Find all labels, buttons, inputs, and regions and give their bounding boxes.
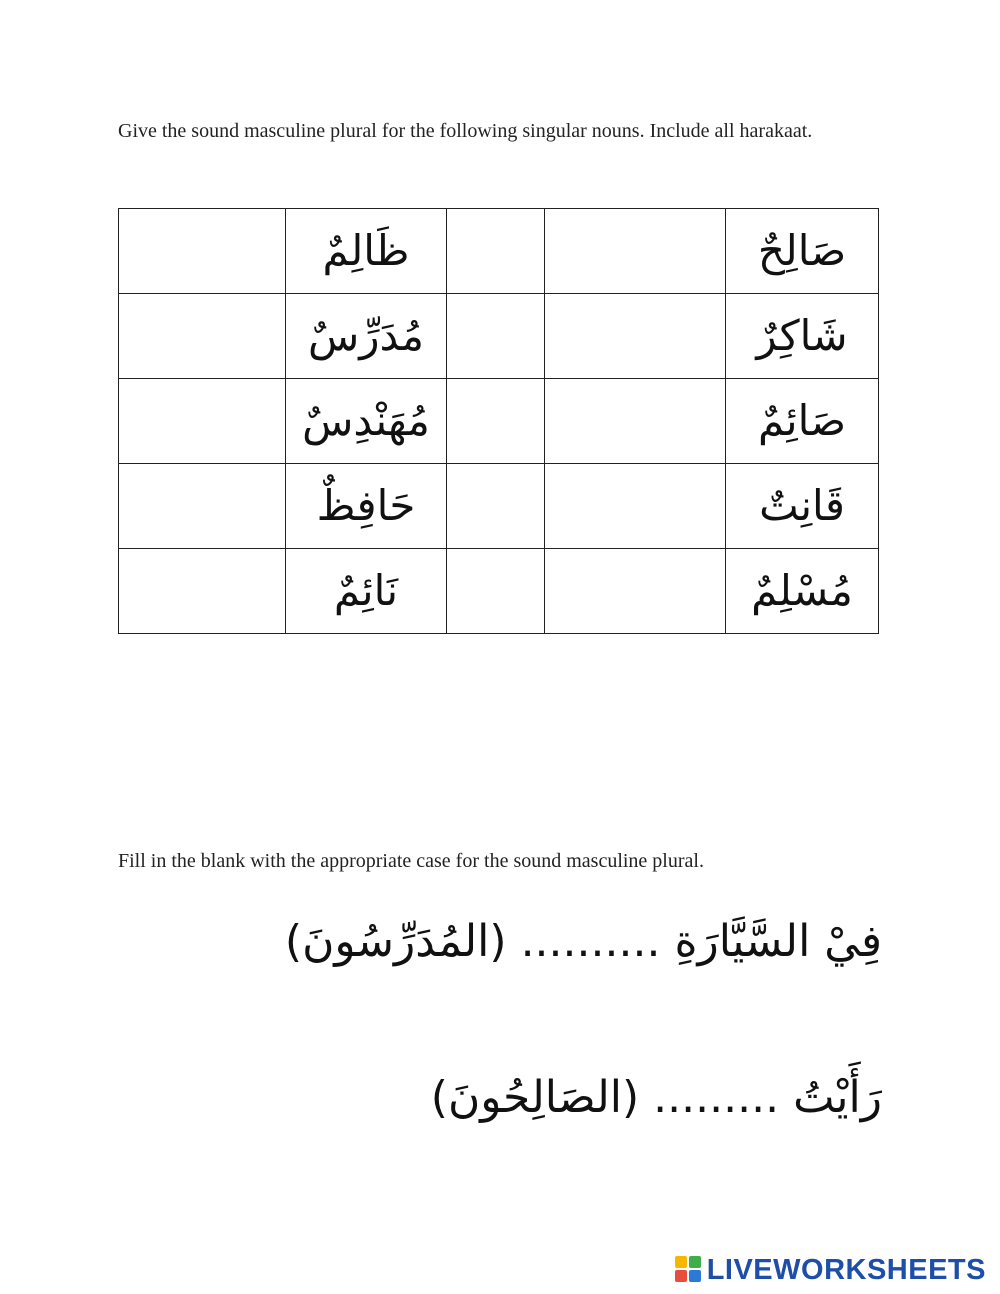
exercise1-instruction: Give the sound masculine plural for the following singular nouns. Include all harakaat.: [118, 120, 813, 142]
spacer-cell: [447, 464, 545, 549]
spacer-cell: [447, 379, 545, 464]
table-row: [119, 549, 879, 634]
answer-field-right-5[interactable]: [545, 549, 726, 634]
plural-table: [118, 208, 879, 634]
hint-word: (المُدَرِّسُونَ): [284, 916, 507, 967]
singular-noun-cell-left-5: [286, 549, 447, 634]
answer-field-right-2[interactable]: [545, 294, 726, 379]
answer-field-left-4[interactable]: [119, 464, 286, 549]
exercise2-instruction: Fill in the blank with the appropriate case for the sound masculine plural.: [118, 850, 704, 872]
singular-noun: صَائِمٌ: [757, 396, 847, 445]
answer-field-left-1[interactable]: [119, 209, 286, 294]
singular-noun-cell-right-4: [726, 464, 879, 549]
blank-field[interactable]: .........: [653, 1072, 780, 1123]
spacer-cell: [447, 549, 545, 634]
logo-text: LIVEWORKSHEETS: [706, 1253, 986, 1286]
singular-noun: ظَالِمٌ: [322, 226, 410, 275]
table-row: [119, 294, 879, 379]
singular-noun: قَانِتٌ: [759, 481, 845, 530]
liveworksheets-logo: [675, 1252, 986, 1288]
answer-field-left-5[interactable]: [119, 549, 286, 634]
singular-noun-cell-right-1: [726, 209, 879, 294]
answer-field-left-2[interactable]: [119, 294, 286, 379]
sentence-text: فِيْ السَّيَّارَةِ: [674, 916, 882, 967]
singular-noun: مُسْلِمٌ: [751, 566, 853, 615]
singular-noun-cell-right-3: [726, 379, 879, 464]
blank-field[interactable]: ..........: [520, 916, 661, 967]
sentence-text: رَأَيْتُ: [793, 1072, 882, 1123]
answer-field-right-3[interactable]: [545, 379, 726, 464]
answer-field-right-1[interactable]: [545, 209, 726, 294]
singular-noun: شَاكِرٌ: [756, 311, 848, 360]
singular-noun-cell-left-3: [286, 379, 447, 464]
spacer-cell: [447, 209, 545, 294]
spacer-cell: [447, 294, 545, 379]
table-row: [119, 464, 879, 549]
singular-noun: مُدَرِّسٌ: [307, 311, 425, 360]
singular-noun: نَائِمٌ: [333, 566, 399, 615]
table-row: [119, 379, 879, 464]
lws-logo-icon: [675, 1256, 703, 1284]
singular-noun: صَالِحٌ: [757, 226, 847, 275]
table-row: [119, 209, 879, 294]
hint-word: (الصَالِحُونَ): [430, 1072, 640, 1123]
singular-noun: مُهَنْدِسٌ: [302, 396, 430, 445]
singular-noun-cell-left-2: [286, 294, 447, 379]
answer-field-left-3[interactable]: [119, 379, 286, 464]
answer-field-right-4[interactable]: [545, 464, 726, 549]
singular-noun-cell-left-1: [286, 209, 447, 294]
fill-blank-sentence-2: [122, 1068, 882, 1128]
singular-noun-cell-right-5: [726, 549, 879, 634]
singular-noun: حَافِظٌ: [316, 481, 416, 530]
fill-blank-sentence-1: [122, 912, 882, 972]
singular-noun-cell-left-4: [286, 464, 447, 549]
singular-noun-cell-right-2: [726, 294, 879, 379]
